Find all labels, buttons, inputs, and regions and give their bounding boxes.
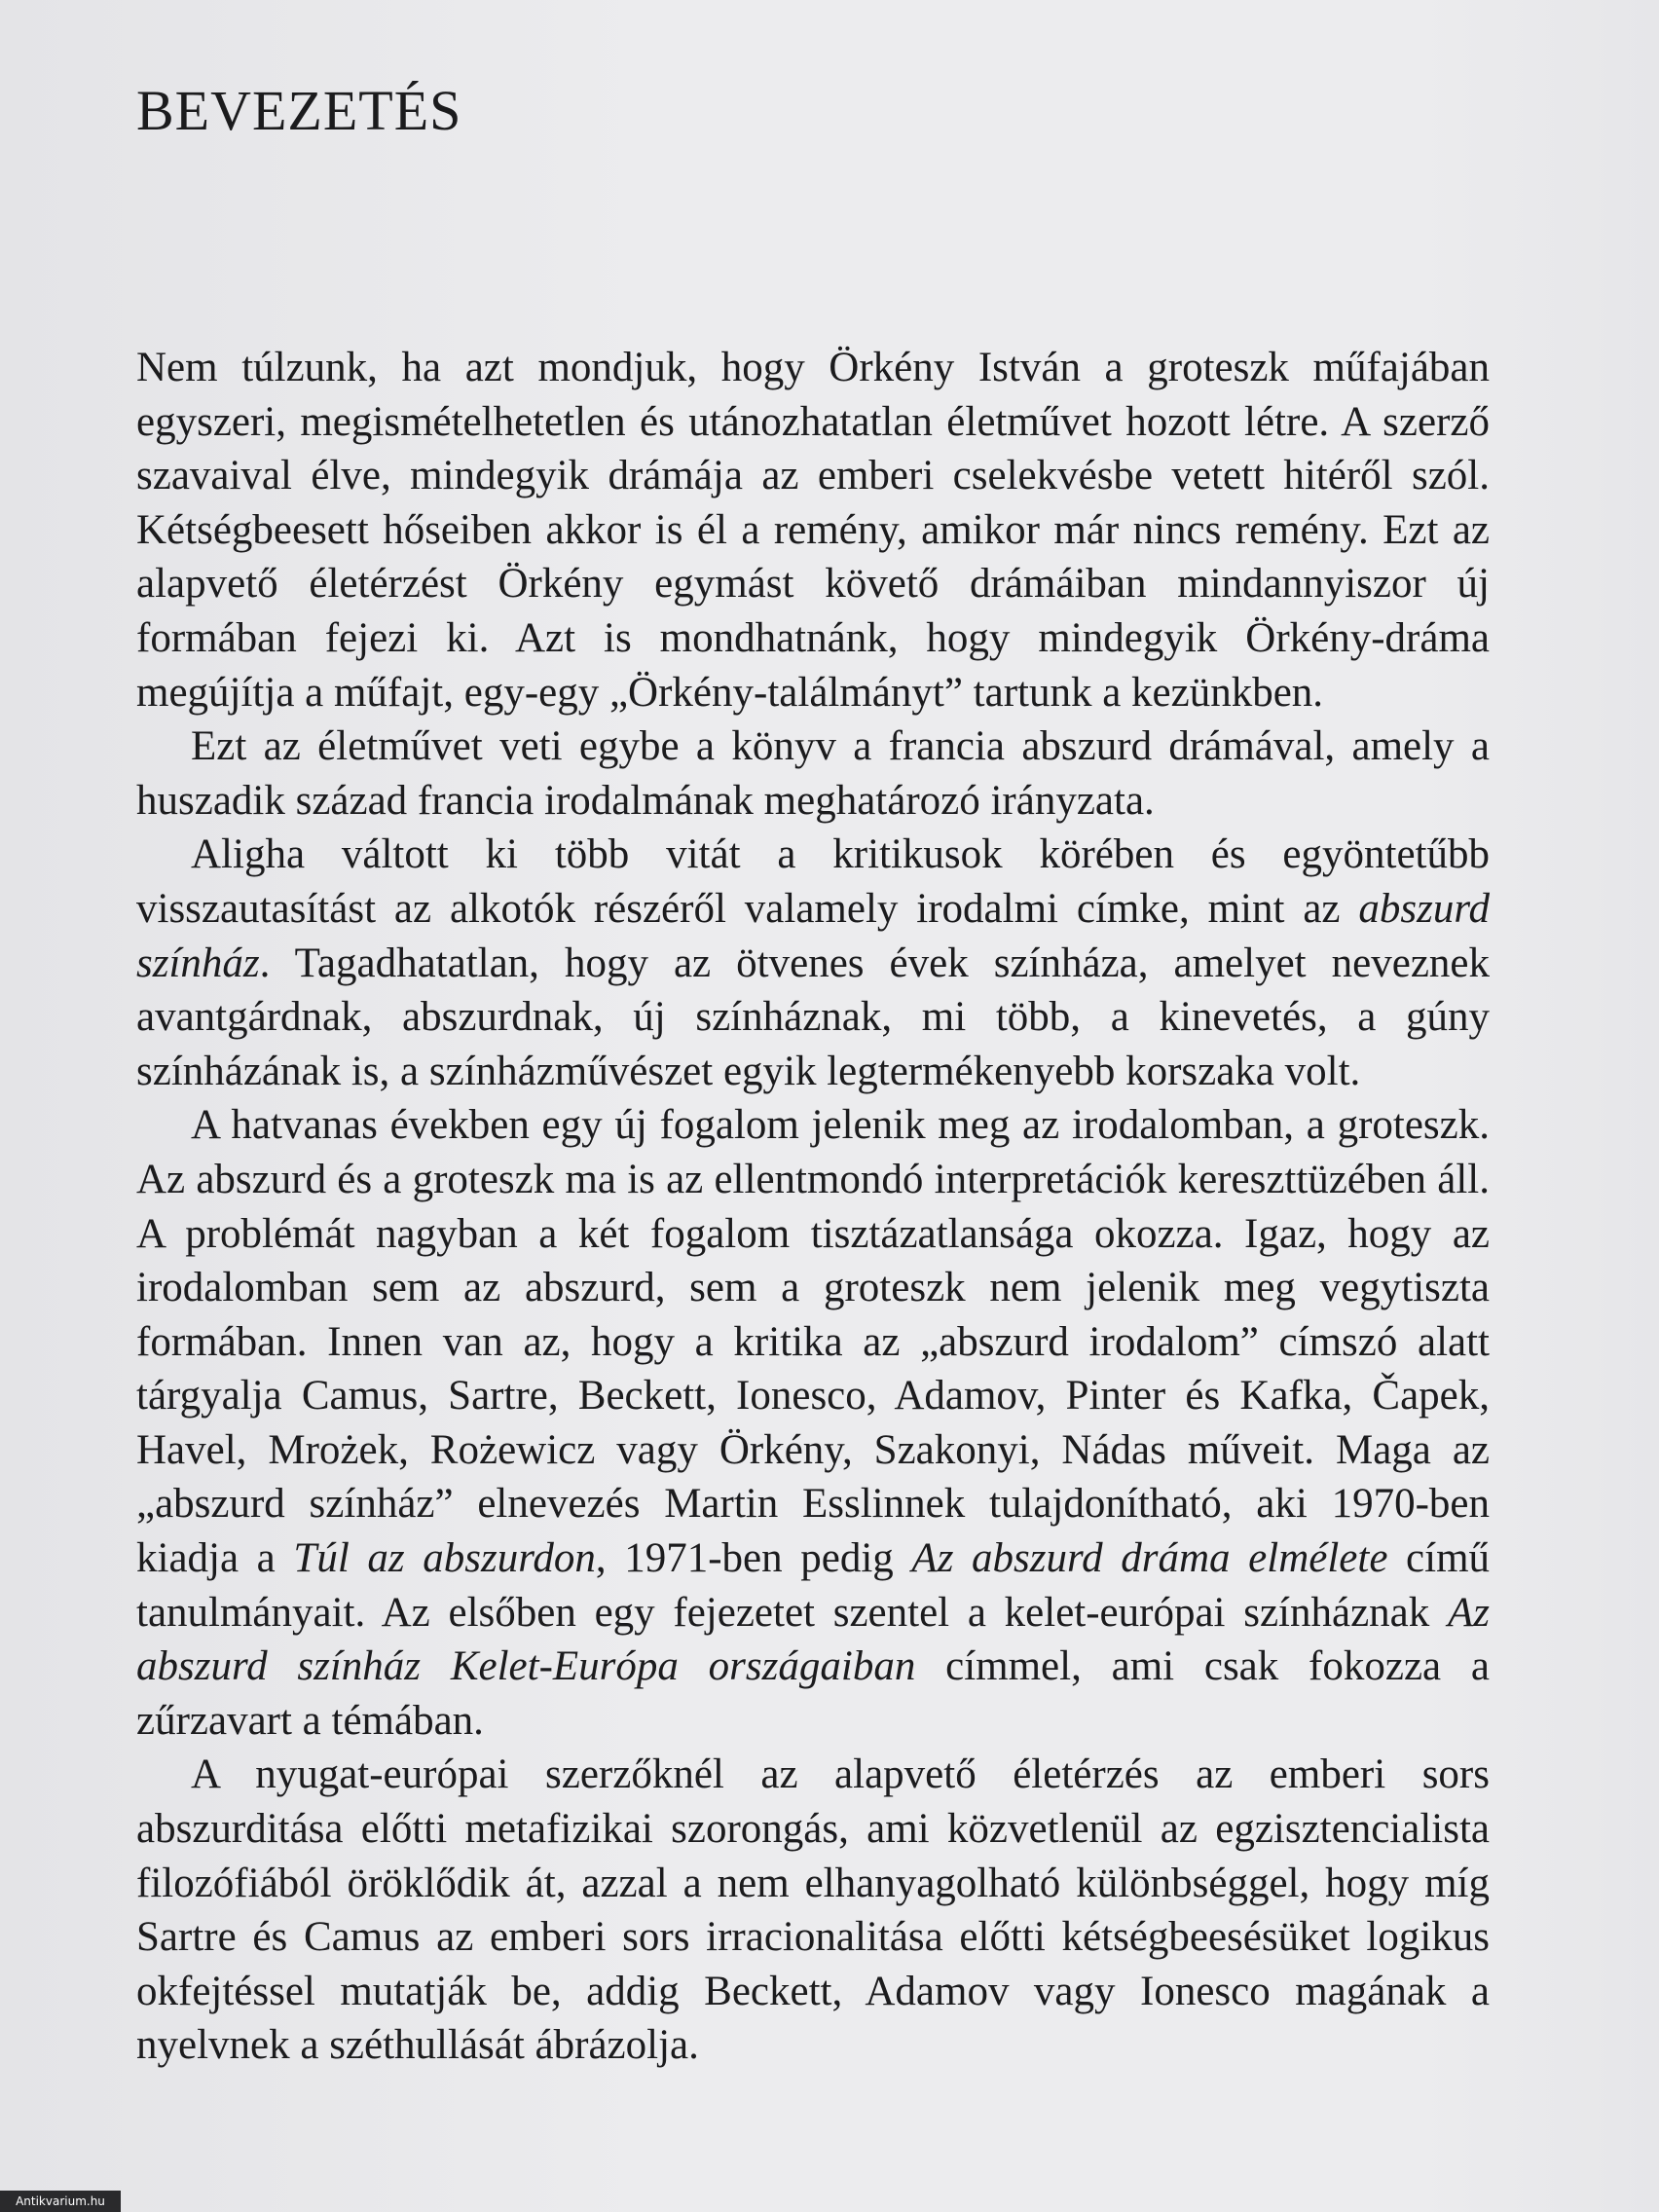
paragraph xyxy=(136,1748,1490,2073)
italic-book-title: Az abszurd dráma elmélete xyxy=(911,1535,1388,1582)
text-segment: . Tagadhatatlan, hogy az ötvenes évek színháza, amelyet neveznek avantgárdnak, abszurdnak, új színháznak, mi több, a kinevetés, a gúny színházának is, a színházművészet egyik legtermékenyebb korszaka volt. xyxy=(136,940,1490,1094)
text-segment: A hatvanas években egy új fogalom jelenik meg az irodalomban, a groteszk. Az abszurd és a groteszk ma is az ellentmondó interpretációk kereszttüzében áll. A problémát nagyban a két fogalom tisztázatlansága okozza. Igaz, hogy az irodalomban sem az abszurd, sem a groteszk nem jelenik meg vegytiszta formában. Innen van az, hogy a kritika az „abszurd irodalom” címszó alatt tárgyalja Camus, Sartre, Beckett, Ionesco, Adamov, Pinter és Kafka, Čapek, Havel, Mrożek, Rożewicz vagy Örkény, Szakonyi, Nádas műveit. Maga az „abszurd színház” elnevezés Martin Esslinnek tulajdonítható, aki 1970-ben kiadja a xyxy=(136,1102,1490,1582)
paragraph xyxy=(136,1098,1490,1748)
italic-term: abszurd színház xyxy=(136,885,1490,986)
body-text xyxy=(136,341,1490,2073)
text-segment: A nyugat-európai szerzőknél az alapvető életérzés az emberi sors abszurditása előtti metafizikai szorongás, ami közvetlenül az egzisztencialista filozófiából öröklődik át, azzal a nem elhanyagolható különbséggel, hogy míg Sartre és Camus az emberi sors irracionalitása előtti kétségbeesésüket logikus okfejtéssel mutatják be, addig Beckett, Adamov vagy Ionesco magának a nyelvnek a széthullását ábrázolja. xyxy=(136,1751,1490,2069)
text-segment: című tanulmányait. Az elsőben egy fejezetet szentel a kelet-európai színháznak xyxy=(136,1535,1491,1636)
paragraph xyxy=(136,828,1490,1098)
text-segment: , 1971-ben pedig xyxy=(595,1535,912,1582)
italic-chapter-title: Az abszurd színház Kelet-Európa országaiban xyxy=(136,1589,1490,1690)
paragraph xyxy=(136,719,1490,828)
text-segment: címmel, ami csak fokozza a zűrzavart a témában. xyxy=(136,1643,1490,1744)
paragraph xyxy=(136,341,1490,719)
text-segment: Aligha váltott ki több vitát a kritikusok körében és egyöntetűbb visszautasítást az alkotók részéről valamely irodalmi címke, mint az xyxy=(136,831,1490,932)
text-segment: Nem túlzunk, ha azt mondjuk, hogy Örkény István a groteszk műfajában egyszeri, megismételhetetlen és utánozhatatlan életművet hozott létre. A szerző szavaival élve, mindegyik drámája az emberi cselekvésbe vetett hitéről szól. Kétségbeesett hőseiben akkor is él a remény, amikor már nincs remény. Ezt az alapvető életérzést Örkény egymást követő drámáiban mindannyiszor új formában fejezi ki. Azt is mondhatnánk, hogy mindegyik Örkény-dráma megújítja a műfajt, egy-egy „Örkény-találmányt” tartunk a kezünkben. xyxy=(136,345,1490,716)
watermark: Antikvarium.hu xyxy=(0,2191,121,2212)
text-segment: Ezt az életművet veti egybe a könyv a francia abszurd drámával, amely a huszadik század francia irodalmának meghatározó irányzata. xyxy=(136,723,1490,824)
italic-book-title: Túl az abszurdon xyxy=(293,1535,596,1582)
chapter-title: BEVEZETÉS xyxy=(136,79,462,142)
